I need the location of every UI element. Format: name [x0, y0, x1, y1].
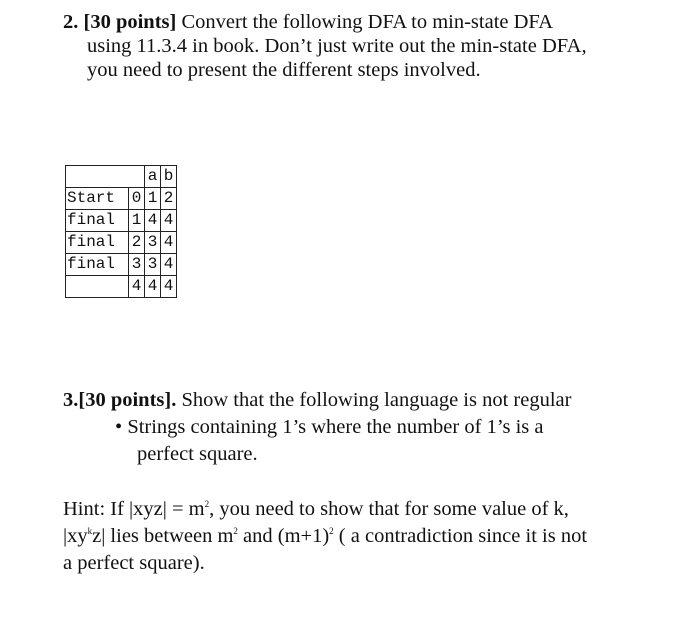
dfa-row: [66, 210, 177, 232]
dfa-transition-b: 4: [161, 210, 177, 232]
question-2-line-1: [63, 10, 663, 34]
dfa-transition-a: 1: [145, 188, 161, 210]
dfa-row-label: final: [66, 254, 129, 276]
dfa-row: [66, 254, 177, 276]
dfa-state: 0: [129, 188, 145, 210]
dfa-transition-b: 4: [161, 276, 177, 298]
dfa-transition-a: 3: [145, 254, 161, 276]
dfa-header-b: b: [161, 166, 177, 188]
hint-superscript: 2: [329, 526, 334, 536]
dfa-row-label: [66, 276, 129, 298]
dfa-header-blank: [66, 166, 145, 188]
dfa-row-label: Start: [66, 188, 129, 210]
question-3-number: 3.[30 points].: [63, 389, 177, 411]
question-3-bullet: [63, 414, 683, 441]
question-3: [63, 387, 683, 468]
hint-line-2: [63, 523, 683, 550]
question-2: [63, 10, 663, 82]
dfa-row-label: final: [66, 210, 129, 232]
hint-paragraph: [63, 496, 683, 577]
dfa-state: 3: [129, 254, 145, 276]
hint-text: , you need to show that for some value of k,: [209, 498, 569, 520]
question-2-line-2: using 11.3.4 in book. Don’t just write out the min-state DFA,: [87, 35, 587, 57]
dfa-transition-b: 2: [161, 188, 177, 210]
hint-text: ( a contradiction since it is not: [333, 525, 588, 547]
dfa-state: 2: [129, 232, 145, 254]
question-2-text-1: Convert the following DFA to min-state DFA: [181, 11, 554, 33]
dfa-row: [66, 276, 177, 298]
hint-text: |xy: [63, 525, 88, 547]
dfa-state: 4: [129, 276, 145, 298]
dfa-transition-table: [65, 165, 177, 298]
dfa-transition-a: 3: [145, 232, 161, 254]
bullet-icon: •: [115, 416, 123, 438]
hint-superscript: 2: [233, 526, 238, 536]
hint-superscript: 2: [204, 499, 210, 509]
dfa-transition-a: 4: [145, 276, 161, 298]
question-2-line-3: you need to present the different steps involved.: [87, 59, 481, 81]
dfa-transition-b: 4: [161, 232, 177, 254]
dfa-row: [66, 188, 177, 210]
hint-superscript: k: [87, 526, 93, 536]
hint-line-3: a perfect square).: [63, 552, 205, 574]
hint-text: z| lies between m: [92, 525, 234, 547]
dfa-header-row: [66, 166, 177, 188]
question-3-bullet-text: Strings containing 1’s where the number of 1’s is a: [127, 416, 544, 438]
dfa-transition-b: 4: [161, 254, 177, 276]
hint-line-1: [63, 496, 683, 523]
dfa-transition-a: 4: [145, 210, 161, 232]
question-3-heading: [63, 387, 683, 414]
dfa-row-label: final: [66, 232, 129, 254]
question-2-points: [30 points]: [83, 11, 177, 33]
dfa-row: [66, 232, 177, 254]
question-3-text: Show that the following language is not regular: [181, 389, 572, 411]
question-2-number: 2.: [63, 11, 79, 33]
dfa-state: 1: [129, 210, 145, 232]
question-3-bullet-continuation: perfect square.: [137, 443, 258, 465]
dfa-header-a: a: [145, 166, 161, 188]
hint-text: and (m+1): [237, 525, 330, 547]
hint-text: Hint: If |xyz| = m: [63, 498, 205, 520]
